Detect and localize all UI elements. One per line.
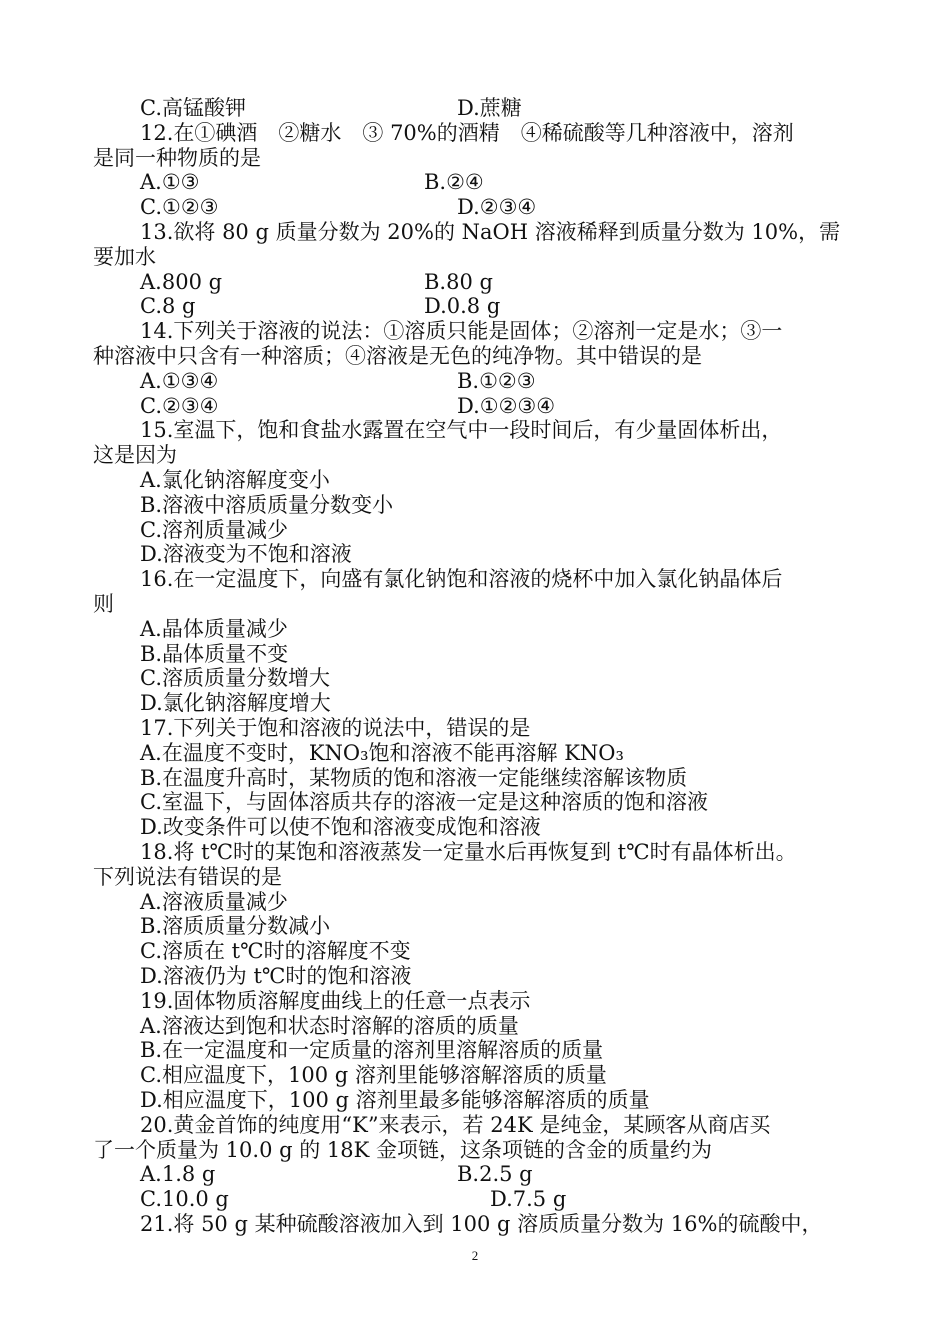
text-line bbox=[140, 542, 352, 567]
line-text: D.相应温度下，100 g 溶剂里最多能够溶解溶质的质量 bbox=[140, 1088, 650, 1112]
line-text: 14.下列关于溶液的说法：①溶质只能是固体；②溶剂一定是水；③一 bbox=[140, 319, 783, 344]
option-text: B.②④ bbox=[424, 170, 484, 195]
text-line bbox=[140, 815, 541, 840]
text-line bbox=[140, 1212, 823, 1237]
text-line bbox=[140, 393, 556, 419]
line-text: 要加水 bbox=[93, 244, 156, 269]
line-text: B.溶液中溶质质量分数变小 bbox=[140, 492, 394, 517]
line-text: A.氯化钠溶解度变小 bbox=[140, 468, 330, 492]
text-line bbox=[140, 1063, 607, 1088]
line-text: C.10.0 g bbox=[140, 1187, 229, 1212]
text-line bbox=[140, 617, 288, 642]
line-text: 种溶液中只含有一种溶质；④溶液是无色的纯净物。其中错误的是 bbox=[93, 344, 702, 368]
line-text: A.晶体质量减少 bbox=[140, 616, 288, 641]
text-line bbox=[140, 1113, 770, 1138]
line-text: A.800 g bbox=[140, 269, 223, 294]
line-text: C.高锰酸钾 bbox=[140, 96, 246, 120]
line-text: B.晶体质量不变 bbox=[140, 641, 289, 666]
text-line bbox=[140, 220, 840, 245]
line-text: 这是因为 bbox=[93, 443, 177, 468]
text-line bbox=[140, 989, 530, 1014]
line-text: A.①③ bbox=[140, 170, 200, 195]
line-text: 17.下列关于饱和溶液的说法中，错误的是 bbox=[140, 716, 531, 740]
line-text: D.溶液变为不饱和溶液 bbox=[140, 542, 352, 567]
line-text: A.溶液质量减少 bbox=[140, 889, 288, 914]
text-line bbox=[140, 691, 331, 716]
line-text: C.②③④ bbox=[140, 393, 219, 418]
text-line bbox=[140, 294, 501, 319]
option-text: D.0.8 g bbox=[424, 294, 501, 319]
line-text: 了一个质量为 10.0 g 的 18K 金项链，这条项链的含金的质量约为 bbox=[93, 1137, 712, 1162]
text-line bbox=[140, 1187, 567, 1212]
text-line bbox=[93, 592, 114, 617]
text-line bbox=[140, 319, 782, 344]
line-text: 下列说法有错误的是 bbox=[93, 864, 282, 889]
text-line bbox=[140, 1088, 650, 1113]
line-text: C.溶质质量分数增大 bbox=[140, 666, 330, 691]
text-line bbox=[140, 518, 288, 543]
line-text: C.溶质在 t℃时的溶解度不变 bbox=[140, 939, 411, 964]
line-text: 19.固体物质溶解度曲线上的任意一点表示 bbox=[140, 988, 531, 1013]
text-line bbox=[140, 790, 708, 815]
text-line bbox=[93, 344, 702, 369]
option-text: D.蔗糖 bbox=[457, 96, 522, 120]
text-line bbox=[140, 766, 687, 791]
text-line bbox=[140, 195, 537, 220]
text-line bbox=[140, 642, 288, 667]
text-line bbox=[140, 666, 330, 691]
line-text: 则 bbox=[93, 592, 114, 616]
line-text: B.溶质质量分数减小 bbox=[140, 914, 331, 939]
text-line bbox=[140, 939, 411, 964]
line-text: 15.室温下，饱和食盐水露置在空气中一段时间后，有少量固体析出， bbox=[140, 418, 783, 443]
text-line bbox=[140, 964, 411, 989]
line-text: D.溶液仍为 t℃时的饱和溶液 bbox=[140, 964, 412, 988]
text-line bbox=[140, 1038, 603, 1063]
line-text: 18.将 t℃时的某饱和溶液蒸发一定量水后再恢复到 t℃时有晶体析出。 bbox=[140, 840, 797, 864]
line-text: A.溶液达到饱和状态时溶解的溶质的质量 bbox=[140, 1013, 519, 1038]
option-text: B.80 g bbox=[424, 269, 493, 294]
line-text: C.8 g bbox=[140, 294, 196, 319]
text-line bbox=[93, 443, 177, 468]
text-line bbox=[140, 121, 794, 146]
text-line bbox=[140, 368, 536, 394]
text-line bbox=[93, 865, 282, 890]
option-text: B.①②③ bbox=[457, 368, 536, 393]
line-text: C.室温下，与固体溶质共存的溶液一定是这种溶质的饱和溶液 bbox=[140, 790, 708, 815]
option-text: D.7.5 g bbox=[490, 1187, 567, 1212]
line-text: 12.在①碘酒 ②糖水 ③ 70%的酒精 ④稀硫酸等几种溶液中，溶剂 bbox=[140, 120, 794, 145]
line-text: C.①②③ bbox=[140, 195, 219, 220]
line-text: D.氯化钠溶解度增大 bbox=[140, 691, 331, 716]
line-text: A.在温度不变时，KNO₃饱和溶液不能再溶解 KNO₃ bbox=[140, 740, 624, 765]
page-number: 2 bbox=[471, 1248, 479, 1263]
line-text: C.相应温度下，100 g 溶剂里能够溶解溶质的质量 bbox=[140, 1063, 607, 1088]
text-line bbox=[140, 716, 530, 741]
text-line bbox=[140, 840, 797, 865]
text-line bbox=[140, 269, 493, 295]
line-text: C.溶剂质量减少 bbox=[140, 517, 288, 542]
line-text: D.改变条件可以使不饱和溶液变成饱和溶液 bbox=[140, 815, 541, 840]
text-line bbox=[140, 914, 330, 939]
text-line bbox=[93, 1138, 712, 1163]
text-line bbox=[140, 96, 522, 121]
line-text: 16.在一定温度下，向盛有氯化钠饱和溶液的烧杯中加入氯化钠晶体后 bbox=[140, 567, 783, 592]
line-text: 13.欲将 80 g 质量分数为 20%的 NaOH 溶液稀释到质量分数为 10%，需 bbox=[140, 220, 841, 244]
line-text: B.在温度升高时，某物质的饱和溶液一定能继续溶解该物质 bbox=[140, 765, 688, 790]
line-text: B.在一定温度和一定质量的溶剂里溶解溶质的质量 bbox=[140, 1038, 604, 1063]
text-line bbox=[140, 890, 288, 915]
option-text: B.2.5 g bbox=[457, 1162, 533, 1187]
text-line bbox=[140, 170, 484, 195]
text-line bbox=[140, 1014, 519, 1039]
option-text: D.①②③④ bbox=[457, 393, 556, 418]
text-line bbox=[140, 493, 393, 518]
text-line bbox=[140, 741, 624, 766]
line-text: A.1.8 g bbox=[140, 1162, 216, 1187]
line-text: 20.黄金首饰的纯度用“K”来表示，若 24K 是纯金，某顾客从商店买 bbox=[140, 1112, 771, 1137]
line-text: 是同一种物质的是 bbox=[93, 145, 261, 170]
line-text: 21.将 50 g 某种硫酸溶液加入到 100 g 溶质质量分数为 16%的硫酸中， bbox=[140, 1212, 823, 1236]
line-text: A.①③④ bbox=[140, 368, 219, 393]
text-line bbox=[93, 245, 156, 270]
text-line bbox=[140, 567, 782, 592]
text-line bbox=[140, 468, 330, 493]
option-text: D.②③④ bbox=[457, 195, 537, 220]
text-line bbox=[93, 146, 261, 171]
text-line bbox=[140, 1162, 533, 1187]
text-line bbox=[140, 418, 782, 443]
